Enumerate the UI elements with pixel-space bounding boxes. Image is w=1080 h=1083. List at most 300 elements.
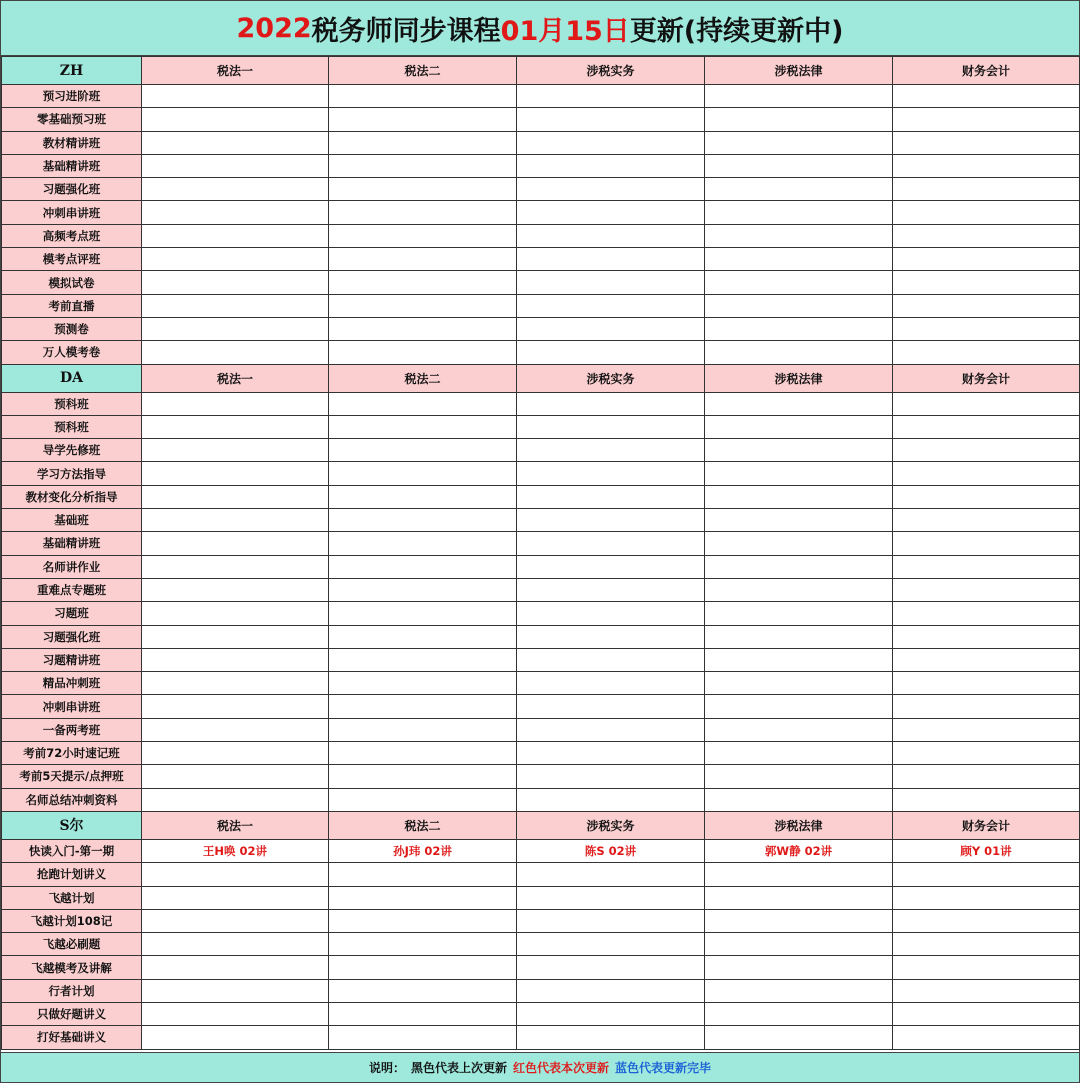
table-cell xyxy=(329,317,517,340)
table-cell xyxy=(893,201,1080,224)
table-cell xyxy=(705,294,893,317)
table-cell xyxy=(517,1026,705,1049)
row-label: 考前直播 xyxy=(2,294,142,317)
table-cell xyxy=(893,909,1080,932)
table-cell xyxy=(893,317,1080,340)
legend-black: 黑色代表上次更新 xyxy=(410,1061,507,1075)
table-cell xyxy=(142,695,329,718)
table-cell xyxy=(142,108,329,131)
table-cell xyxy=(142,392,329,415)
table-cell xyxy=(893,578,1080,601)
row-label: 导学先修班 xyxy=(2,439,142,462)
table-row xyxy=(2,886,1080,909)
table-cell xyxy=(517,271,705,294)
table-cell xyxy=(517,909,705,932)
table-cell xyxy=(893,341,1080,364)
table-row xyxy=(2,839,1080,862)
table-row xyxy=(2,1002,1080,1025)
table-cell xyxy=(142,317,329,340)
row-label: 习题班 xyxy=(2,602,142,625)
table-cell xyxy=(893,602,1080,625)
table-cell xyxy=(142,201,329,224)
row-label: 冲刺串讲班 xyxy=(2,201,142,224)
table-cell xyxy=(142,979,329,1002)
table-cell xyxy=(517,695,705,718)
table-cell xyxy=(705,555,893,578)
table-cell xyxy=(893,695,1080,718)
table-cell xyxy=(893,979,1080,1002)
row-label: 教材变化分析指导 xyxy=(2,485,142,508)
table-cell xyxy=(142,578,329,601)
row-label: 基础精讲班 xyxy=(2,154,142,177)
table-cell xyxy=(517,415,705,438)
table-row xyxy=(2,485,1080,508)
table-cell xyxy=(893,85,1080,108)
table-cell xyxy=(329,602,517,625)
column-header: 税法一 xyxy=(142,57,329,85)
table-cell xyxy=(893,1026,1080,1049)
column-header: 涉税实务 xyxy=(517,811,705,839)
table-cell xyxy=(142,863,329,886)
table-cell xyxy=(329,979,517,1002)
row-label: 万人模考卷 xyxy=(2,341,142,364)
table-cell xyxy=(893,154,1080,177)
section-header-row xyxy=(2,57,1080,85)
column-header: 税法二 xyxy=(329,364,517,392)
table-cell xyxy=(329,294,517,317)
table-cell xyxy=(329,555,517,578)
table-cell xyxy=(142,886,329,909)
table-row xyxy=(2,178,1080,201)
table-row xyxy=(2,602,1080,625)
table-cell xyxy=(893,1002,1080,1025)
table-cell xyxy=(329,718,517,741)
table-cell xyxy=(142,341,329,364)
table-cell xyxy=(705,788,893,811)
table-cell xyxy=(517,201,705,224)
table-cell xyxy=(517,672,705,695)
section-header-row xyxy=(2,364,1080,392)
table-cell xyxy=(705,154,893,177)
table-row xyxy=(2,248,1080,271)
table-cell xyxy=(517,509,705,532)
title-main: 税务师同步课程 xyxy=(311,15,501,47)
table-cell: 王H唤 02讲 xyxy=(142,839,329,862)
table-cell xyxy=(329,224,517,247)
table-cell xyxy=(517,555,705,578)
table-row xyxy=(2,765,1080,788)
table-cell xyxy=(329,532,517,555)
table-cell xyxy=(329,788,517,811)
table-cell xyxy=(893,765,1080,788)
table-cell xyxy=(705,648,893,671)
table-cell xyxy=(705,201,893,224)
row-label: 飞越模考及讲解 xyxy=(2,956,142,979)
table-row xyxy=(2,742,1080,765)
column-header: 税法一 xyxy=(142,364,329,392)
table-cell xyxy=(142,439,329,462)
table-cell xyxy=(705,909,893,932)
table-cell xyxy=(142,154,329,177)
row-label: 模拟试卷 xyxy=(2,271,142,294)
table-cell xyxy=(329,509,517,532)
table-row xyxy=(2,672,1080,695)
table-cell xyxy=(893,886,1080,909)
table-cell xyxy=(329,154,517,177)
table-cell xyxy=(329,625,517,648)
table-row xyxy=(2,462,1080,485)
table-cell xyxy=(329,1026,517,1049)
table-cell xyxy=(517,485,705,508)
table-cell xyxy=(893,392,1080,415)
table-cell xyxy=(705,718,893,741)
row-label: 冲刺串讲班 xyxy=(2,695,142,718)
column-header: 涉税实务 xyxy=(517,364,705,392)
table-cell xyxy=(517,85,705,108)
table-cell: 孙J玮 02讲 xyxy=(329,839,517,862)
table-cell xyxy=(893,485,1080,508)
table-cell xyxy=(142,788,329,811)
table-cell xyxy=(893,672,1080,695)
table-cell xyxy=(329,578,517,601)
row-label: 预科班 xyxy=(2,415,142,438)
table-cell xyxy=(142,509,329,532)
table-cell xyxy=(517,294,705,317)
row-label: 考前72小时速记班 xyxy=(2,742,142,765)
row-label: 精品冲刺班 xyxy=(2,672,142,695)
table-cell xyxy=(705,108,893,131)
table-row xyxy=(2,509,1080,532)
table-cell xyxy=(705,672,893,695)
table-cell xyxy=(893,863,1080,886)
table-cell xyxy=(329,178,517,201)
table-cell xyxy=(329,85,517,108)
table-cell xyxy=(329,392,517,415)
table-cell xyxy=(142,85,329,108)
table-row xyxy=(2,341,1080,364)
table-row xyxy=(2,131,1080,154)
table-row xyxy=(2,979,1080,1002)
table-cell xyxy=(517,1002,705,1025)
table-cell xyxy=(893,718,1080,741)
table-cell xyxy=(329,672,517,695)
table-cell xyxy=(329,909,517,932)
table-cell: 郭W静 02讲 xyxy=(705,839,893,862)
table-cell xyxy=(142,765,329,788)
table-cell xyxy=(517,131,705,154)
row-label: 只做好题讲义 xyxy=(2,1002,142,1025)
column-header: 税法二 xyxy=(329,57,517,85)
table-cell xyxy=(517,532,705,555)
table-cell xyxy=(517,718,705,741)
table-cell xyxy=(893,788,1080,811)
table-cell xyxy=(705,224,893,247)
legend-red: 红色代表本次更新 xyxy=(513,1061,610,1075)
column-header: 涉税法律 xyxy=(705,57,893,85)
table-cell xyxy=(142,294,329,317)
table-cell xyxy=(517,224,705,247)
column-header: 税法一 xyxy=(142,811,329,839)
title-date: 01月15日 xyxy=(500,15,630,47)
table-cell xyxy=(517,742,705,765)
table-cell xyxy=(705,341,893,364)
table-row xyxy=(2,224,1080,247)
table-cell xyxy=(329,742,517,765)
row-label: 基础班 xyxy=(2,509,142,532)
legend-blue: 蓝色代表更新完毕 xyxy=(615,1061,712,1075)
table-cell xyxy=(705,979,893,1002)
table-cell xyxy=(893,532,1080,555)
row-label: 预测卷 xyxy=(2,317,142,340)
table-cell xyxy=(329,248,517,271)
row-label: 名师总结冲刺资料 xyxy=(2,788,142,811)
row-label: 快读入门-第一期 xyxy=(2,839,142,862)
table-cell xyxy=(142,415,329,438)
table-cell xyxy=(517,602,705,625)
table-cell xyxy=(893,933,1080,956)
row-label: 教材精讲班 xyxy=(2,131,142,154)
table-cell xyxy=(705,317,893,340)
table-cell xyxy=(142,131,329,154)
table-cell xyxy=(329,415,517,438)
table-cell xyxy=(705,863,893,886)
table-cell xyxy=(142,1002,329,1025)
table-cell xyxy=(142,742,329,765)
column-header: 财务会计 xyxy=(893,57,1080,85)
table-row xyxy=(2,956,1080,979)
table-cell xyxy=(893,271,1080,294)
table-cell xyxy=(517,788,705,811)
table-cell xyxy=(705,956,893,979)
table-cell xyxy=(329,765,517,788)
table-cell xyxy=(517,625,705,648)
table-cell xyxy=(517,765,705,788)
table-cell xyxy=(142,224,329,247)
table-cell xyxy=(705,933,893,956)
table-row xyxy=(2,415,1080,438)
row-label: 飞越计划 xyxy=(2,886,142,909)
row-label: 基础精讲班 xyxy=(2,532,142,555)
table-cell xyxy=(705,85,893,108)
table-row xyxy=(2,718,1080,741)
row-label: 习题精讲班 xyxy=(2,648,142,671)
row-label: 重难点专题班 xyxy=(2,578,142,601)
table-cell xyxy=(893,625,1080,648)
title-year: 2022 xyxy=(236,12,312,44)
table-cell xyxy=(517,578,705,601)
table-cell xyxy=(517,979,705,1002)
table-cell xyxy=(705,248,893,271)
table-cell xyxy=(705,131,893,154)
table-cell xyxy=(705,695,893,718)
table-cell xyxy=(517,933,705,956)
table-cell xyxy=(893,509,1080,532)
table-cell xyxy=(329,462,517,485)
table-row xyxy=(2,532,1080,555)
table-row xyxy=(2,392,1080,415)
table-cell xyxy=(705,439,893,462)
row-label: 零基础预习班 xyxy=(2,108,142,131)
table-cell xyxy=(517,648,705,671)
row-label: 飞越必刷题 xyxy=(2,933,142,956)
table-cell xyxy=(893,439,1080,462)
table-cell xyxy=(517,462,705,485)
table-cell: 顾Y 01讲 xyxy=(893,839,1080,862)
table-cell xyxy=(705,532,893,555)
table-cell xyxy=(517,317,705,340)
table-cell xyxy=(142,485,329,508)
table-row xyxy=(2,85,1080,108)
table-row xyxy=(2,648,1080,671)
table-row xyxy=(2,625,1080,648)
table-cell xyxy=(329,648,517,671)
table-cell xyxy=(142,532,329,555)
legend-footer xyxy=(1,1052,1079,1082)
row-label: 高频考点班 xyxy=(2,224,142,247)
table-cell xyxy=(893,555,1080,578)
table-cell xyxy=(893,294,1080,317)
table-cell xyxy=(705,1026,893,1049)
table-cell xyxy=(893,248,1080,271)
row-label: 抢跑计划讲义 xyxy=(2,863,142,886)
row-label: 行者计划 xyxy=(2,979,142,1002)
row-label: 习题强化班 xyxy=(2,625,142,648)
table-cell xyxy=(705,271,893,294)
column-header: 税法二 xyxy=(329,811,517,839)
table-cell xyxy=(517,341,705,364)
column-header: 涉税法律 xyxy=(705,364,893,392)
table-cell xyxy=(142,672,329,695)
table-cell xyxy=(705,509,893,532)
table-cell xyxy=(329,485,517,508)
table-cell xyxy=(705,742,893,765)
course-table xyxy=(1,56,1080,1050)
table-cell xyxy=(329,1002,517,1025)
table-cell xyxy=(142,248,329,271)
table-cell xyxy=(142,718,329,741)
table-cell xyxy=(142,462,329,485)
table-row xyxy=(2,271,1080,294)
column-header: 财务会计 xyxy=(893,811,1080,839)
table-cell xyxy=(517,154,705,177)
table-cell xyxy=(893,415,1080,438)
table-row xyxy=(2,788,1080,811)
table-cell xyxy=(329,863,517,886)
table-row xyxy=(2,154,1080,177)
table-cell xyxy=(517,248,705,271)
table-cell xyxy=(517,886,705,909)
section-header-row xyxy=(2,811,1080,839)
table-cell xyxy=(329,439,517,462)
table-cell xyxy=(893,224,1080,247)
table-cell xyxy=(517,108,705,131)
page-title xyxy=(1,1,1079,56)
table-row xyxy=(2,294,1080,317)
table-row xyxy=(2,108,1080,131)
table-row xyxy=(2,863,1080,886)
column-header: 涉税法律 xyxy=(705,811,893,839)
table-cell xyxy=(705,578,893,601)
table-cell xyxy=(705,625,893,648)
table-row xyxy=(2,439,1080,462)
table-cell xyxy=(517,439,705,462)
table-cell xyxy=(893,742,1080,765)
table-cell xyxy=(705,765,893,788)
table-cell xyxy=(893,462,1080,485)
table-cell xyxy=(329,108,517,131)
section-name: DA xyxy=(2,364,142,392)
table-cell xyxy=(517,178,705,201)
table-cell xyxy=(142,1026,329,1049)
table-cell xyxy=(329,131,517,154)
row-label: 预习进阶班 xyxy=(2,85,142,108)
table-row xyxy=(2,555,1080,578)
table-cell xyxy=(705,392,893,415)
table-cell xyxy=(329,271,517,294)
table-row xyxy=(2,201,1080,224)
table-cell xyxy=(142,625,329,648)
course-table-body xyxy=(2,57,1080,1050)
table-cell xyxy=(893,648,1080,671)
table-cell xyxy=(893,956,1080,979)
table-cell xyxy=(893,108,1080,131)
table-cell xyxy=(329,201,517,224)
table-cell xyxy=(329,695,517,718)
row-label: 学习方法指导 xyxy=(2,462,142,485)
table-cell xyxy=(329,341,517,364)
table-cell xyxy=(329,933,517,956)
row-label: 习题强化班 xyxy=(2,178,142,201)
table-cell xyxy=(893,131,1080,154)
table-cell xyxy=(329,886,517,909)
table-cell xyxy=(142,602,329,625)
table-cell xyxy=(142,555,329,578)
table-row xyxy=(2,933,1080,956)
section-name: ZH xyxy=(2,57,142,85)
row-label: 模考点评班 xyxy=(2,248,142,271)
table-cell xyxy=(142,956,329,979)
table-cell: 陈S 02讲 xyxy=(517,839,705,862)
table-cell xyxy=(705,1002,893,1025)
table-cell xyxy=(705,415,893,438)
column-header: 涉税实务 xyxy=(517,57,705,85)
table-row xyxy=(2,909,1080,932)
table-cell xyxy=(705,462,893,485)
table-cell xyxy=(517,392,705,415)
table-cell xyxy=(705,886,893,909)
table-cell xyxy=(705,485,893,508)
row-label: 名师讲作业 xyxy=(2,555,142,578)
table-cell xyxy=(142,933,329,956)
row-label: 考前5天提示/点押班 xyxy=(2,765,142,788)
row-label: 打好基础讲义 xyxy=(2,1026,142,1049)
table-cell xyxy=(893,178,1080,201)
table-cell xyxy=(142,271,329,294)
table-row xyxy=(2,1026,1080,1049)
table-row xyxy=(2,317,1080,340)
table-cell xyxy=(142,178,329,201)
table-cell xyxy=(517,956,705,979)
table-cell xyxy=(705,602,893,625)
section-name: S尔 xyxy=(2,811,142,839)
table-row xyxy=(2,695,1080,718)
title-suffix: 更新(持续更新中) xyxy=(629,15,844,47)
row-label: 预科班 xyxy=(2,392,142,415)
column-header: 财务会计 xyxy=(893,364,1080,392)
table-cell xyxy=(329,956,517,979)
legend-prefix: 说明： xyxy=(368,1061,405,1075)
table-cell xyxy=(142,648,329,671)
